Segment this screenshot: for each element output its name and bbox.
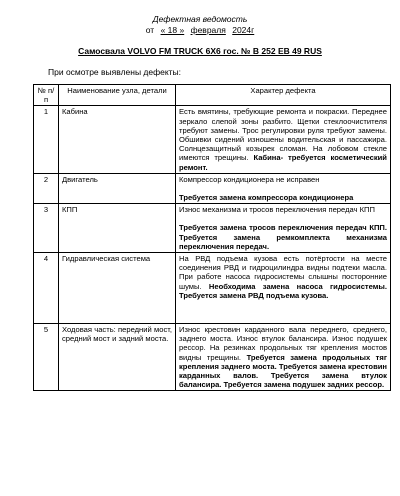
row-node: Гидравлическая система	[59, 253, 176, 324]
defect-conclusion: Требуется замена тросов переключения передач КПП. Требуется замена ремкомплекта механизма переключения передач.	[179, 223, 387, 251]
row-node: Двигатель	[59, 173, 176, 203]
table-row	[34, 204, 391, 253]
date-month: февраля	[190, 25, 226, 35]
document-date	[0, 25, 400, 35]
table-header-row	[34, 85, 391, 106]
intro-text: При осмотре выявлены дефекты:	[48, 67, 182, 77]
defect-description: На РВД подъема кузова есть потёртости на месте соединения РВД и гидроцилиндра видны подтеки масла. При работе насоса гидросистемы слышны посторонние шумы.	[179, 254, 387, 291]
defect-description: Компрессор кондиционера не исправен	[179, 174, 320, 184]
date-day: « 18 »	[160, 25, 185, 35]
defect-conclusion: Требуется замена продольных тяг крепления заднего моста. Требуется замена крестовин карданных валов. Требуется замена втулок балансира. Требуется замена подушек задних рессор.	[179, 352, 387, 390]
row-number: 3	[34, 204, 59, 253]
row-node: Ходовая часть: передний мост, средний мост и задний моста.	[59, 324, 176, 391]
row-number: 5	[34, 324, 59, 391]
row-node: Кабина	[59, 106, 176, 173]
defect-description: Износ крестовин карданного вала переднего, среднего, заднего моста. Износ втулок балансира. Износ подушек рессор. На резинках продольных тяг крепления мостов видны трещины.	[179, 325, 387, 362]
table-row	[34, 324, 391, 391]
row-number: 4	[34, 253, 59, 324]
date-prefix: от	[145, 25, 155, 35]
row-defect	[176, 173, 391, 203]
date-year: 2024г	[232, 25, 255, 35]
row-defect	[176, 324, 391, 391]
row-defect	[176, 204, 391, 253]
row-node: КПП	[59, 204, 176, 253]
table-row	[34, 106, 391, 173]
header-number: № п/п	[34, 85, 59, 106]
defect-conclusion: Необходима замена насоса гидросистемы. Требуется замена РВД подъема кузова.	[179, 281, 387, 300]
table-row	[34, 253, 391, 324]
vehicle-subject: Самосвала VOLVO FM TRUCK 6X6 гос. № В 252 ЕВ 49 RUS	[78, 46, 322, 56]
row-defect	[176, 106, 391, 173]
defects-table	[33, 84, 391, 391]
document-title: Дефектная ведомость	[152, 14, 248, 24]
row-number: 1	[34, 106, 59, 173]
header-node: Наименование узла, детали	[59, 85, 176, 106]
defect-description: Износ механизма и тросов переключения передач КПП	[179, 205, 375, 215]
defect-description: Есть вмятины, требующие ремонта и покраски. Переднее зеркало слепой зоны разбито. Щетки стеклоочистителя требуют замены. Трос регулировки руля требуют замены. Обшивки сидений изношены водительская и пассажира. Солнцезащитный козырек сломан. На лобовом стекле имеются трещины.	[179, 107, 387, 163]
row-defect	[176, 253, 391, 324]
defect-conclusion: Кабина- требуется косметический ремонт.	[179, 153, 387, 172]
row-number: 2	[34, 173, 59, 203]
table-row	[34, 173, 391, 203]
defect-conclusion: Требуется замена компрессора кондиционера	[179, 193, 354, 203]
header-defect: Характер дефекта	[176, 85, 391, 106]
